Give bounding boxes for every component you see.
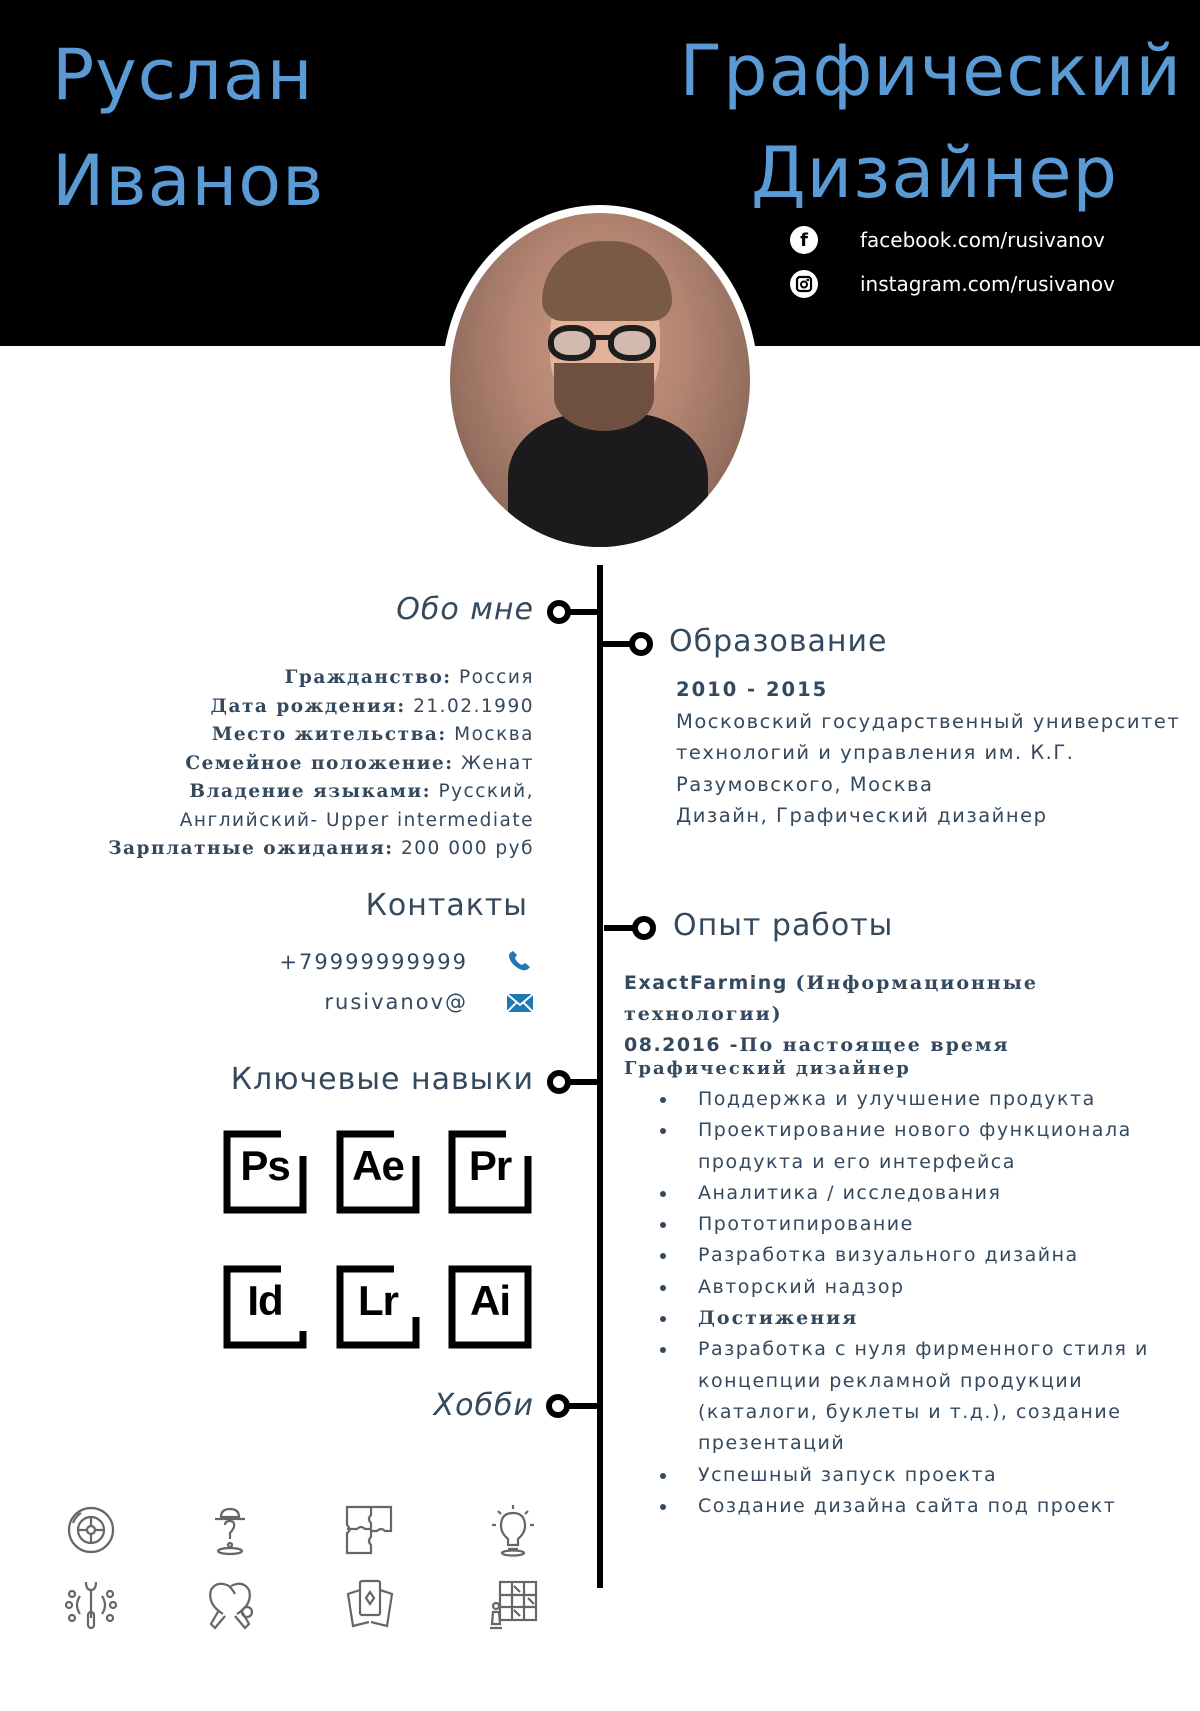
job-title-line2: Дизайнер [750,132,1118,214]
instagram-link[interactable] [790,270,1115,298]
list-item-achievements: Достижения [660,1303,1160,1334]
timeline-connector [566,1403,598,1409]
about-title: Обо мне [396,592,534,627]
about-row: Зарплатные ожидания: 200 000 руб [108,838,534,859]
list-item: Успешный запуск проекта [660,1460,1160,1491]
lightbulb-icon [486,1503,540,1557]
detective-icon [203,1503,257,1557]
list-item: Поддержка и улучшение продукта [660,1084,1160,1115]
skill-after-effects: Ae [336,1130,420,1214]
list-item: Создание дизайна сайта под проект [660,1491,1160,1522]
phone-icon [506,950,534,972]
timeline-connector [567,1079,599,1085]
hobbies-title: Хобби [433,1388,534,1423]
puzzle-icon [343,1503,397,1557]
list-item: Разработка визуального дизайна [660,1240,1160,1271]
facebook-url[interactable]: facebook.com/rusivanov [860,228,1105,252]
job-title-line1: Графический [679,30,1182,112]
company-name: ExactFarming [624,972,788,994]
skill-illustrator: Ai [448,1265,532,1349]
timeline-connector [604,925,636,931]
list-item: Прототипирование [660,1209,1160,1240]
education-title: Образование [669,624,888,659]
skill-premiere: Pr [448,1130,532,1214]
about-row: Дата рождения: 21.02.1990 [210,695,534,717]
company-industry: (Информационные технологии) [624,972,1038,1025]
contacts-title: Контакты [365,888,528,923]
about-row: Английский- Upper intermediate [179,809,534,831]
playing-cards-icon [343,1578,397,1632]
list-item: Аналитика / исследования [660,1178,1160,1209]
job-role: Графический дизайнер [624,1058,911,1079]
instagram-url[interactable]: instagram.com/rusivanov [860,272,1115,296]
timeline-line [597,565,603,1588]
profile-photo [450,213,750,547]
phone-number[interactable]: +79999999999 [279,950,468,974]
chess-icon [486,1578,540,1632]
skill-indesign: Id [223,1265,307,1349]
period-rest: -По настоящее время [721,1034,1010,1056]
education-line: Дизайн, Графический дизайнер [676,804,1048,827]
list-item: Авторский надзор [660,1272,1160,1303]
education-years: 2010 - 2015 [676,678,829,701]
facebook-link[interactable] [790,226,1105,254]
instagram-icon [790,270,818,298]
timeline-connector [567,609,599,615]
about-row: Семейное положение: Женат [185,752,534,774]
education-line: Московский государственный университет [676,709,1181,733]
skills-title: Ключевые навыки [230,1062,534,1097]
experience-title: Опыт работы [673,908,894,943]
tools-gear-icon [64,1578,118,1632]
education-details [676,674,1180,832]
tire-icon [64,1503,118,1557]
about-row: Гражданство: Россия [284,667,534,688]
period-date: 08.2016 [624,1034,722,1056]
about-row: Владение языками: Русский, [189,781,534,802]
facebook-icon: f [790,226,818,254]
timeline-node-education [629,632,653,656]
email-address[interactable]: rusivanov@ [324,990,468,1014]
first-name: Руслан [52,34,314,116]
list-item: Проектирование нового функционала продукта и его интерфейса [660,1115,1160,1178]
duties-list [660,1084,1160,1522]
timeline-connector [600,641,632,647]
ping-pong-icon [203,1578,257,1632]
education-line: Разумовского, Москва [676,772,934,796]
about-row: Место жительства: Москва [211,724,534,745]
skill-photoshop: Ps [223,1130,307,1214]
list-item: Разработка с нуля фирменного стиля и концепции рекламной продукции (каталоги, буклеты и т.д.), создание презентаций [660,1334,1160,1459]
experience-header [624,968,1200,1061]
last-name: Иванов [52,140,325,222]
skill-lightroom: Lr [336,1265,420,1349]
education-line: технологий и управления им. К.Г. [676,741,1075,764]
about-details [108,664,534,864]
email-icon [506,993,534,1015]
